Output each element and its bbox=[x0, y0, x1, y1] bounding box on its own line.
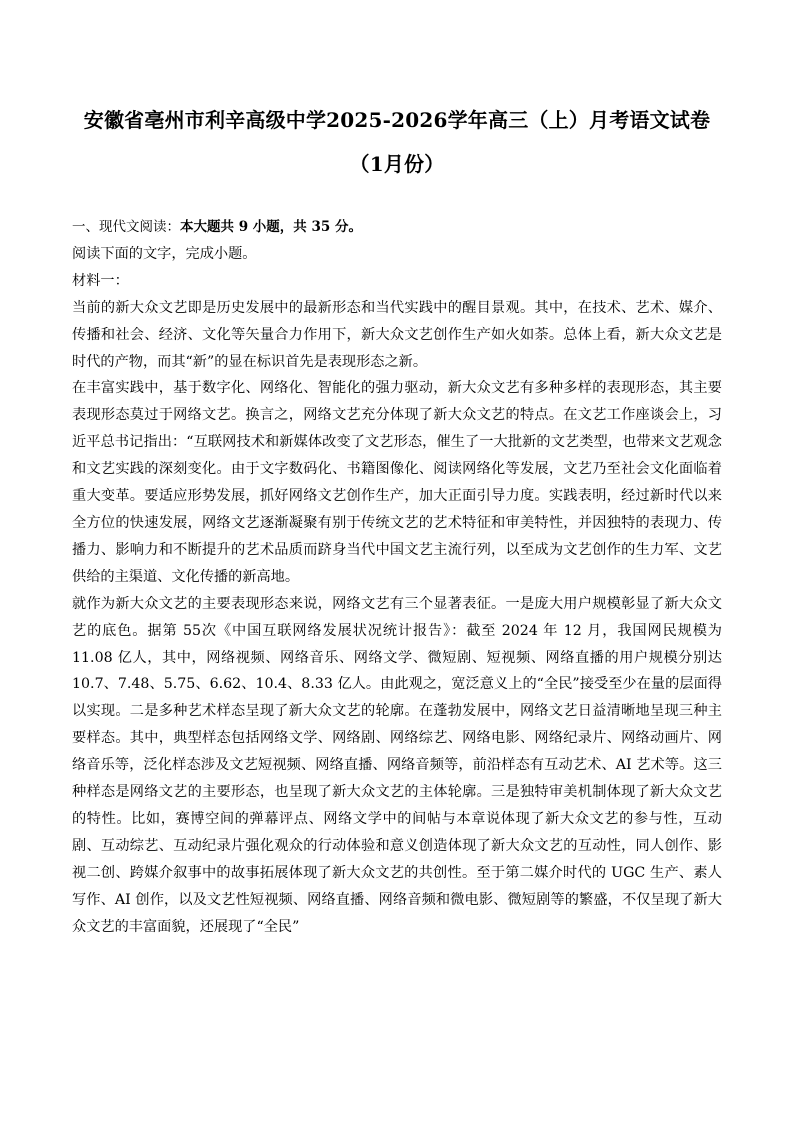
paragraph: 就作为新大众文艺的主要表现形态来说，网络文艺有三个显著表征。一是庞大用户规模彰显了新大众文艺的底色。据第 55次《中国互联网络发展状况统计报告》：截至 2024 年 12 月，我国网民规模为 11.08 亿人，其中，网络视频、网络音乐、网络文学、微短剧、短视频、网络直播的用户规模分别达 10.7、7.48、5.75、6.62、10.4、8.33 亿人。由此观之，宽泛意义上的“全民”接受至少在量的层面得以实现。二是多种艺术样态呈现了新大众文艺的轮廓。在蓬勃发展中，网络文艺日益清晰地呈现三种主要样态。其中，典型样态包括网络文学、网络剧、网络综艺、网络电影、网络纪录片、网络动画片、网络音乐等，泛化样态涉及文艺短视频、网络直播、网络音频等，前沿样态有互动艺术、AI 艺术等。这三种样态是网络文艺的主要形态，也呈现了新大众文艺的主体轮廓。三是独特审美机制体现了新大众文艺的特性。比如，赛博空间的弹幕评点、网络文学中的间帖与本章说体现了新大众文艺的参与性，互动剧、互动综艺、互动纪录片强化观众的行动体验和意义创造体现了新大众文艺的互动性，同人创作、影视二创、跨媒介叙事中的故事拓展体现了新大众文艺的共创性。至于第二媒介时代的 UGC 生产、素人写作、AI 创作，以及文艺性短视频、网络直播、网络音频和微电影、微短剧等的繁盛，不仅呈现了新大众文艺的丰富面貌，还展现了“全民” bbox=[72, 595, 722, 935]
exam-title-month: （1月份） bbox=[349, 152, 445, 176]
section-detail: 本大题共 9 小题，共 35 分。 bbox=[180, 219, 362, 235]
section-label: 一、现代文阅读： bbox=[72, 219, 180, 235]
material-label: 材料一： bbox=[72, 272, 129, 289]
paragraph: 当前的新大众文艺即是历史发展中的最新形态和当代实践中的醒目景观。其中，在技术、艺术、媒介、传播和社会、经济、文化等矢量合力作用下，新大众文艺创作生产如火如荼。总体上看，新大众文艺是时代的产物，而其“新”的显在标识首先是表现形态之新。 bbox=[72, 299, 722, 370]
paragraph: 在丰富实践中，基于数字化、网络化、智能化的强力驱动，新大众文艺有多种多样的表现形态，其主要表现形态莫过于网络文艺。换言之，网络文艺充分体现了新大众文艺的特点。在文艺工作座谈会上，习近平总书记指出：“互联网技术和新媒体改变了文艺形态，催生了一大批新的文艺类型，也带来文艺观念和文艺实践的深刻变化。由于文字数码化、书籍图像化、阅读网络化等发展，文艺乃至社会文化面临着重大变革。要适应形势发展，抓好网络文艺创作生产，加大正面引导力度。实践表明，经过新时代以来全方位的快速发展，网络文艺逐渐凝聚有别于传统文艺的艺术特征和审美特性，并因独特的表现力、传播力、影响力和不断提升的艺术品质而跻身当代中国文艺主流行列，以至成为文艺创作的生力军、文艺供给的主渠道、文化传播的新高地。 bbox=[72, 380, 722, 585]
document-body bbox=[72, 214, 722, 940]
exam-title: 安徽省亳州市利辛高级中学2025-2026学年高三（上）月考语文试卷 bbox=[83, 108, 711, 132]
section-heading bbox=[72, 214, 722, 241]
reading-instruction: 阅读下面的文字，完成小题。 bbox=[72, 245, 257, 262]
